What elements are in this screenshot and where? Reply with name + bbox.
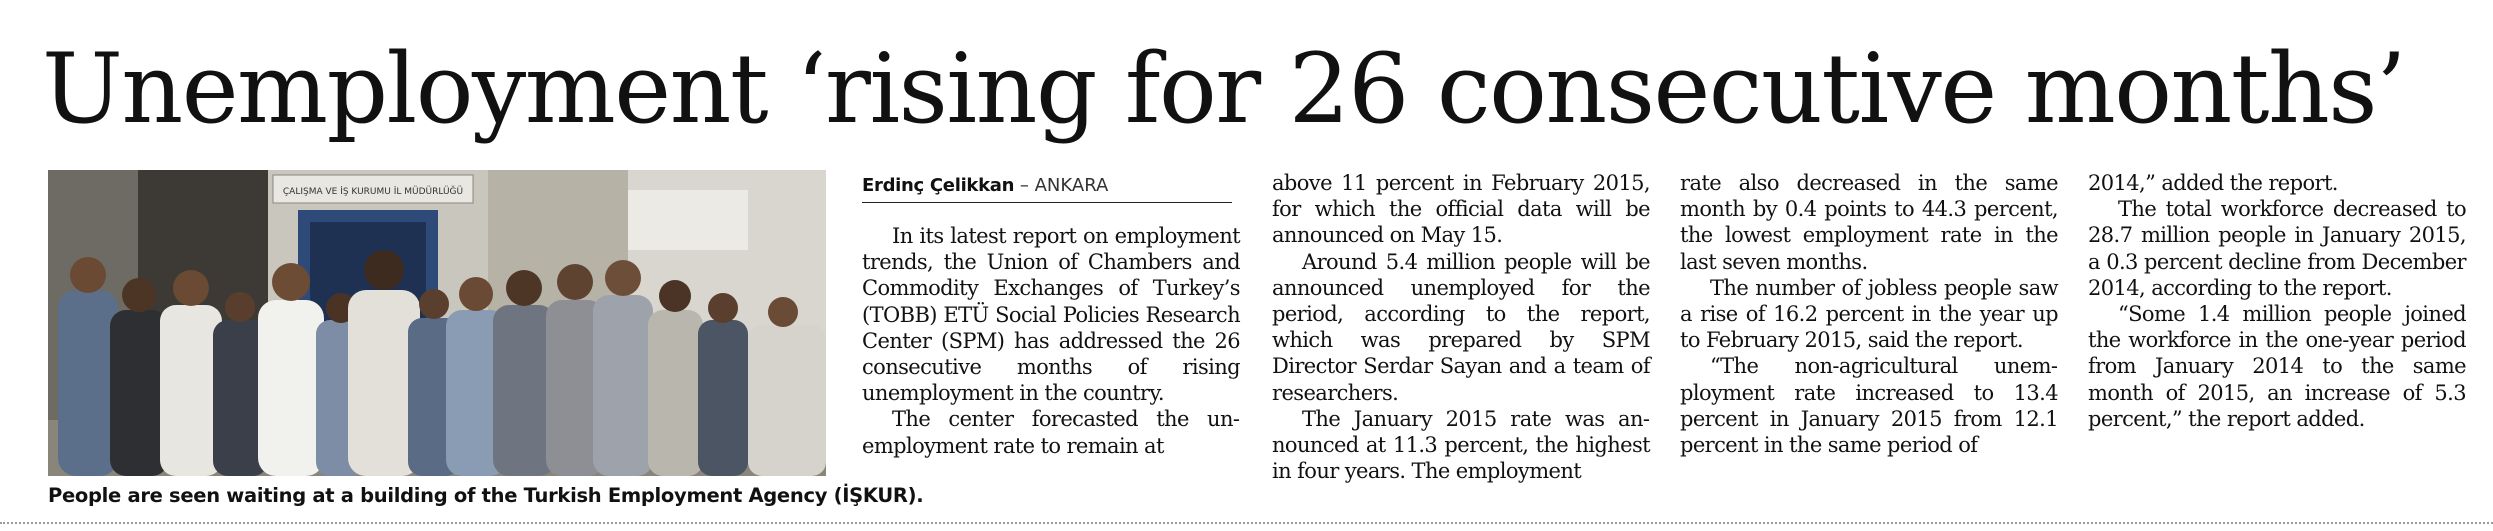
byline-location: ANKARA <box>1034 175 1109 196</box>
byline-separator: – <box>1019 175 1029 196</box>
headline: Unemployment ‘rising for 26 consecutive months’ <box>42 33 2406 145</box>
paragraph-2-end: above 11 percent in February 2015, for which the official data will be announced on May 15. <box>1272 171 1650 248</box>
news-photo <box>48 170 826 476</box>
paragraph-3: Around 5.4 million people will be announced unemployed for the period, according to the report, which was prepared by SPM Director Serdar Sayan and a team of researchers. <box>1272 249 1650 405</box>
paragraph-6-end: 2014,” added the report. <box>2088 171 2338 195</box>
text-column-2 <box>1272 170 1650 484</box>
paragraph-6-start: “The non-agricultural unemployment rate increased to 13.4 percent in January 2015 from 12.1 percent in the same period of <box>1680 354 2058 458</box>
building-sign: ÇALIŞMA VE İŞ KURUMU İL MÜDÜRLÜĞÜ <box>282 187 464 197</box>
paragraph-4-end: rate also decreased in the same month by 0.4 points to 44.3 percent, the lowest employment rate in the last seven months. <box>1680 171 2058 274</box>
paragraph-5: The number of jobless people saw a rise of 16.2 percent in the year up to February 2015, said the report. <box>1680 275 2058 353</box>
bottom-dotted-rule <box>0 522 2493 524</box>
byline <box>862 170 1232 203</box>
paragraph-8: “Some 1.4 million people joined the workforce in the one-year period from January 2014 to the same month of 2015, an increase of 5.3 percent,” the report added. <box>2088 302 2466 431</box>
byline-author: Erdinç Çelikkan <box>862 175 1015 196</box>
text-column-4 <box>2088 170 2466 432</box>
paragraph-1: In its latest report on employment trends, the Union of Chambers and Commodity Exchanges of Turkey’s (TOBB) ETÜ Social Policies Research Center (SPM) has addressed the 26 consecutive months of rising unemployment in the country. <box>862 224 1240 406</box>
paragraph-7: The total workforce decreased to 28.7 million people in January 2015, a 0.3 percent decline from December 2014, according to the report. <box>2088 197 2466 300</box>
text-column-3 <box>1680 170 2058 458</box>
paragraph-4-start: The January 2015 rate was announced at 11.3 percent, the highest in four years. The employment <box>1272 406 1650 484</box>
text-column-1 <box>862 223 1240 459</box>
photo-caption: People are seen waiting at a building of the Turkish Employment Agency (İŞKUR). <box>48 484 924 507</box>
paragraph-2-start: The center forecasted the unemployment rate to remain at <box>862 407 1240 458</box>
